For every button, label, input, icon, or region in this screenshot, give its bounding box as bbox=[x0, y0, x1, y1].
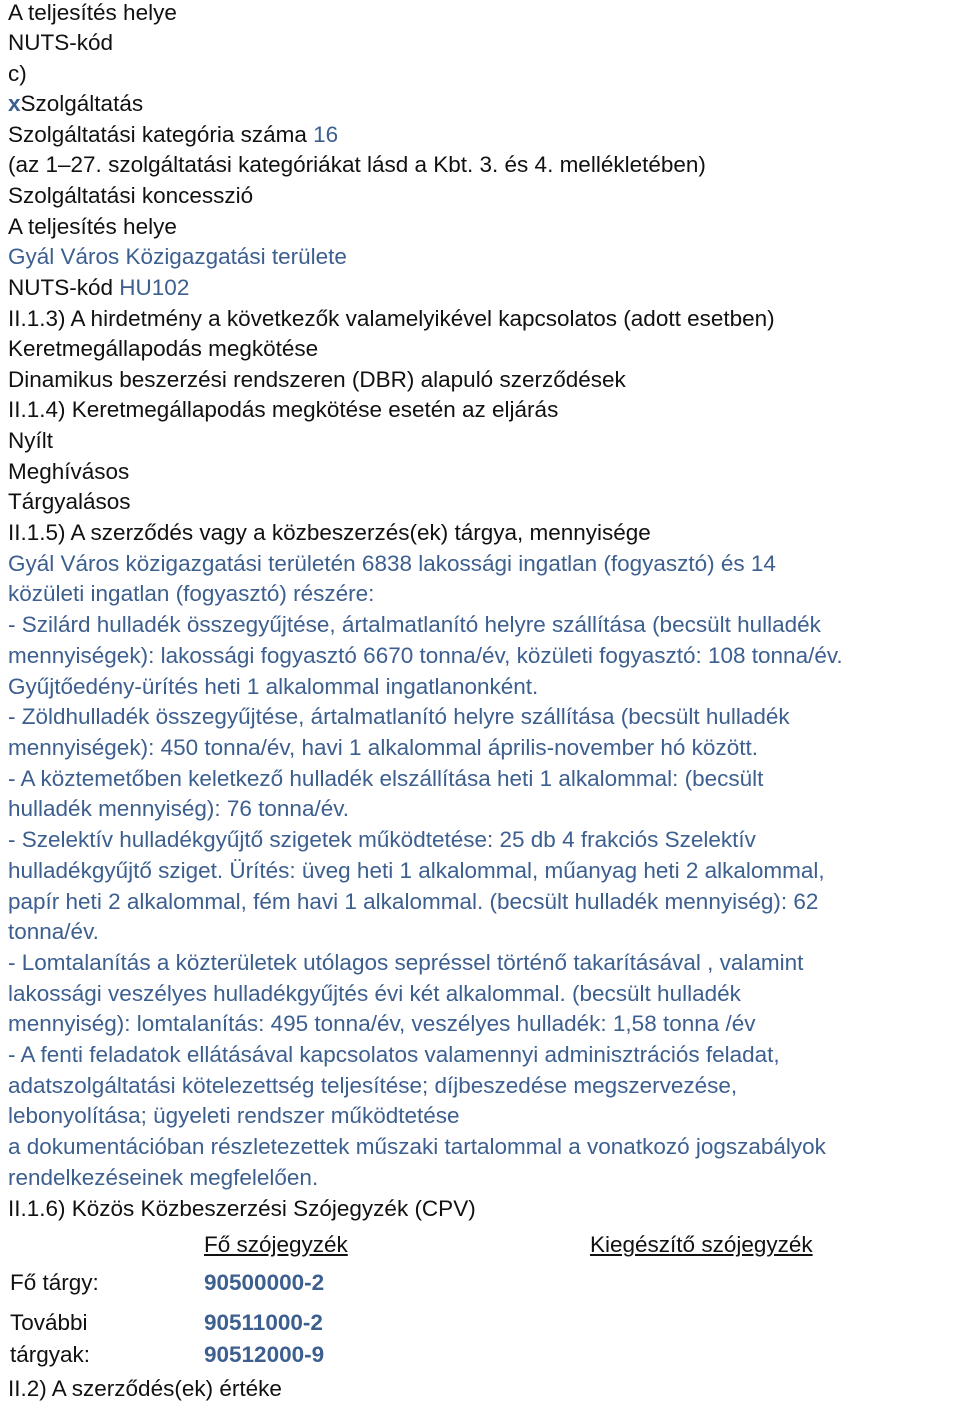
additional-objects-label: További bbox=[10, 1310, 88, 1335]
category-value: 16 bbox=[313, 122, 339, 147]
subject-line: közületi ingatlan (fogyasztó) részére: bbox=[8, 581, 375, 606]
main-object-label: Fő tárgy: bbox=[10, 1270, 99, 1295]
subject-line: hulladékgyűjtő sziget. Ürítés: üveg heti 1 alkalommal, műanyag heti 2 alkalommal, bbox=[8, 858, 825, 883]
supplementary-vocabulary-header: Kiegészítő szójegyzék bbox=[590, 1232, 813, 1257]
service-option bbox=[8, 91, 143, 117]
place-value: Gyál Város Közigazgatási területe bbox=[8, 244, 347, 269]
service-label: Szolgáltatás bbox=[20, 91, 144, 116]
nuts-label-2: NUTS-kód bbox=[8, 275, 114, 300]
procedure-open: Nyílt bbox=[8, 428, 53, 453]
nuts-line bbox=[8, 275, 189, 301]
category-label: Szolgáltatási kategória száma bbox=[8, 122, 307, 147]
subject-line: adatszolgáltatási kötelezettség teljesítése; díjbeszedése megszervezése, bbox=[8, 1073, 738, 1098]
main-vocabulary-header: Fő szójegyzék bbox=[204, 1232, 348, 1257]
subject-line: - Zöldhulladék összegyűjtése, ártalmatlanító helyre szállítása (becsült hulladék bbox=[8, 704, 790, 729]
subject-line: a dokumentációban részletezettek műszaki tartalommal a vonatkozó jogszabályok bbox=[8, 1134, 826, 1159]
additional-object-cpv: 90511000-2 bbox=[204, 1310, 323, 1335]
nuts-value: HU102 bbox=[119, 275, 190, 300]
subject-line: - Szilárd hulladék összegyűjtése, ártalmatlanító helyre szállítása (becsült hulladék bbox=[8, 612, 821, 637]
subject-line: - Szelektív hulladékgyűjtő szigetek működtetése: 25 db 4 frakciós Szelektív bbox=[8, 827, 756, 852]
subject-line: mennyiségek): 450 tonna/év, havi 1 alkalommal április-november hó között. bbox=[8, 735, 758, 760]
subject-line: Gyál Város közigazgatási területén 6838 lakossági ingatlan (fogyasztó) és 14 bbox=[8, 551, 776, 576]
subject-line: mennyiség): lomtalanítás: 495 tonna/év, veszélyes hulladék: 1,58 tonna /év bbox=[8, 1011, 756, 1036]
subject-line: hulladék mennyiség): 76 tonna/év. bbox=[8, 796, 350, 821]
subject-line: lakossági veszélyes hulladékgyűjtés évi két alkalommal. (becsült hulladék bbox=[8, 981, 741, 1006]
dps-option: Dinamikus beszerzési rendszeren (DBR) alapuló szerződések bbox=[8, 367, 626, 392]
concession-label: Szolgáltatási koncesszió bbox=[8, 183, 254, 208]
section-ii-1-6-heading: II.1.6) Közös Közbeszerzési Szójegyzék (CPV) bbox=[8, 1196, 476, 1221]
nuts-label: NUTS-kód bbox=[8, 30, 114, 55]
service-checkmark: x bbox=[8, 91, 21, 116]
procedure-negotiated: Tárgyalásos bbox=[8, 489, 131, 514]
section-ii-2-heading: II.2) A szerződés(ek) értéke bbox=[8, 1376, 282, 1401]
section-ii-1-4-heading: II.1.4) Keretmegállapodás megkötése esetén az eljárás bbox=[8, 397, 559, 422]
subject-line: - A köztemetőben keletkező hulladék elszállítása heti 1 alkalommal: (becsült bbox=[8, 766, 764, 791]
category-note: (az 1–27. szolgáltatási kategóriákat lásd a Kbt. 3. és 4. mellékletében) bbox=[8, 152, 706, 177]
place-label-2: A teljesítés helye bbox=[8, 214, 177, 239]
framework-option: Keretmegállapodás megkötése bbox=[8, 336, 319, 361]
category-line bbox=[8, 122, 338, 148]
subject-line: papír heti 2 alkalommal, fém havi 1 alkalommal. (becsült hulladék mennyiség): 62 bbox=[8, 889, 819, 914]
subject-line: - Lomtalanítás a közterületek utólagos sepréssel történő takarításával , valamint bbox=[8, 950, 804, 975]
subject-line: lebonyolítása; ügyeleti rendszer működtetése bbox=[8, 1103, 460, 1128]
option-c: c) bbox=[8, 61, 27, 86]
subject-line: Gyűjtőedény-ürítés heti 1 alkalommal ingatlanonként. bbox=[8, 674, 539, 699]
place-label: A teljesítés helye bbox=[8, 0, 177, 25]
subject-line: - A fenti feladatok ellátásával kapcsolatos valamennyi adminisztrációs feladat, bbox=[8, 1042, 780, 1067]
subject-line: mennyiségek): lakossági fogyasztó 6670 tonna/év, közületi fogyasztó: 108 tonna/év. bbox=[8, 643, 843, 668]
subject-line: tonna/év. bbox=[8, 919, 99, 944]
additional-objects-label: tárgyak: bbox=[10, 1342, 91, 1367]
subject-line: rendelkezéseinek megfelelően. bbox=[8, 1165, 319, 1190]
procedure-restricted: Meghívásos bbox=[8, 459, 130, 484]
section-ii-1-3-heading: II.1.3) A hirdetmény a következők valamelyikével kapcsolatos (adott esetben) bbox=[8, 306, 775, 331]
additional-object-cpv: 90512000-9 bbox=[204, 1342, 325, 1367]
section-ii-1-5-heading: II.1.5) A szerződés vagy a közbeszerzés(ek) tárgya, mennyisége bbox=[8, 520, 651, 545]
main-object-cpv: 90500000-2 bbox=[204, 1270, 325, 1295]
